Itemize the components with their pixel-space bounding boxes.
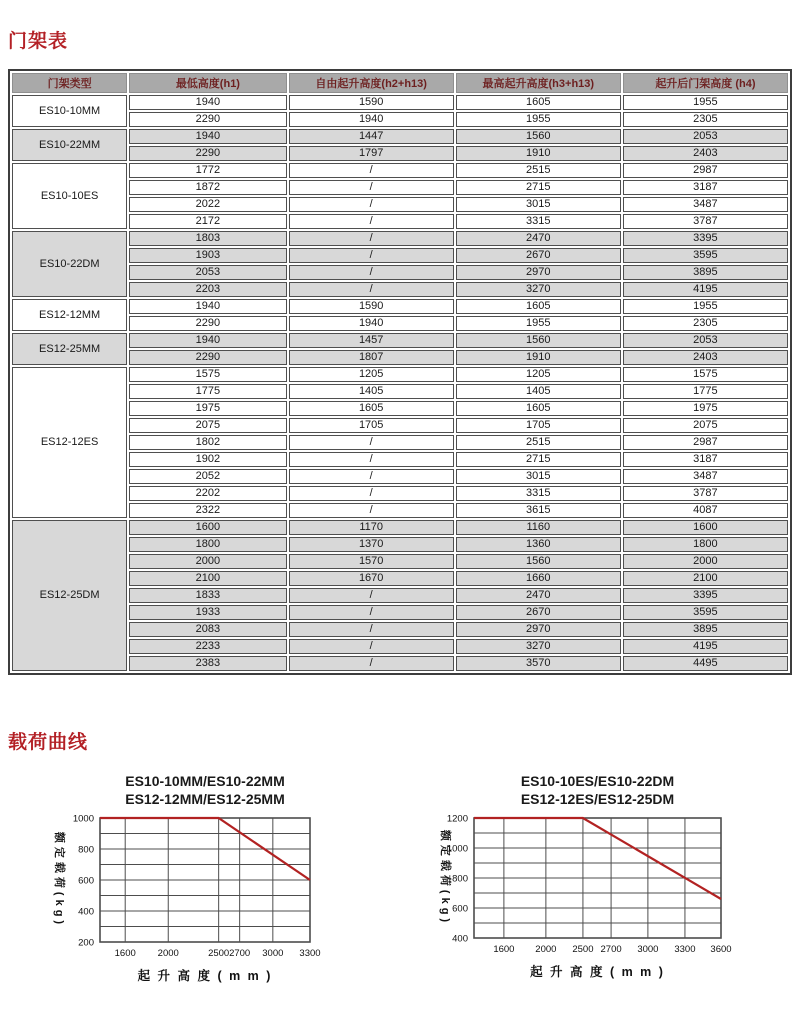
- value-cell: 1940: [289, 316, 454, 331]
- table-row: [12, 639, 788, 654]
- value-cell: 1955: [456, 112, 621, 127]
- value-cell: 1590: [289, 95, 454, 110]
- value-cell: /: [289, 639, 454, 654]
- value-cell: 2470: [456, 588, 621, 603]
- value-cell: 1360: [456, 537, 621, 552]
- value-cell: 1560: [456, 129, 621, 144]
- table-row: [12, 588, 788, 603]
- value-cell: 3395: [623, 231, 788, 246]
- chart-title: [100, 772, 310, 808]
- value-cell: 1670: [289, 571, 454, 586]
- value-cell: 1955: [623, 299, 788, 314]
- value-cell: 3270: [456, 282, 621, 297]
- value-cell: 3015: [456, 197, 621, 212]
- value-cell: 1940: [129, 333, 286, 348]
- value-cell: 2322: [129, 503, 286, 518]
- table-row: [12, 299, 788, 314]
- mast-table: [10, 71, 790, 673]
- value-cell: 1803: [129, 231, 286, 246]
- value-cell: 2100: [623, 571, 788, 586]
- table-row: [12, 163, 788, 178]
- x-tick-label: 2500: [572, 944, 594, 955]
- value-cell: 2987: [623, 435, 788, 450]
- value-cell: 1447: [289, 129, 454, 144]
- value-cell: 3015: [456, 469, 621, 484]
- value-cell: 3187: [623, 180, 788, 195]
- value-cell: 1405: [289, 384, 454, 399]
- value-cell: /: [289, 622, 454, 637]
- value-cell: /: [289, 231, 454, 246]
- value-cell: /: [289, 282, 454, 297]
- table-row: [12, 265, 788, 280]
- value-cell: 2290: [129, 350, 286, 365]
- value-cell: 2515: [456, 163, 621, 178]
- x-tick-label: 3000: [262, 948, 284, 959]
- value-cell: 1800: [129, 537, 286, 552]
- value-cell: 2075: [623, 418, 788, 433]
- chart-title-line: ES12-12MM/ES12-25MM: [125, 791, 285, 807]
- value-cell: 2403: [623, 350, 788, 365]
- x-axis-label: 起 升 高 度 ( m m ): [137, 969, 273, 983]
- value-cell: 2470: [456, 231, 621, 246]
- table-row: [12, 656, 788, 671]
- value-cell: 2075: [129, 418, 286, 433]
- value-cell: 2053: [623, 129, 788, 144]
- value-cell: 1405: [456, 384, 621, 399]
- value-cell: 3787: [623, 486, 788, 501]
- value-cell: 2052: [129, 469, 286, 484]
- value-cell: 3595: [623, 605, 788, 620]
- value-cell: 1807: [289, 350, 454, 365]
- value-cell: 2970: [456, 265, 621, 280]
- value-cell: 1660: [456, 571, 621, 586]
- value-cell: 1570: [289, 554, 454, 569]
- value-cell: 1775: [623, 384, 788, 399]
- y-axis-label: 额定载荷(kg): [439, 829, 451, 927]
- value-cell: 1160: [456, 520, 621, 535]
- value-cell: 1955: [623, 95, 788, 110]
- mast-model-cell: ES10-22DM: [12, 231, 127, 297]
- value-cell: 2515: [456, 435, 621, 450]
- load-curve-charts: [8, 772, 792, 991]
- value-cell: 3895: [623, 265, 788, 280]
- mast-table-body: [12, 95, 788, 671]
- table-row: [12, 469, 788, 484]
- value-cell: 2172: [129, 214, 286, 229]
- value-cell: /: [289, 656, 454, 671]
- value-cell: 1605: [456, 299, 621, 314]
- value-cell: 2083: [129, 622, 286, 637]
- y-tick-label: 1000: [72, 813, 94, 825]
- x-tick-label: 2000: [157, 948, 179, 959]
- table-row: [12, 622, 788, 637]
- value-cell: 2053: [129, 265, 286, 280]
- value-cell: /: [289, 469, 454, 484]
- value-cell: 3187: [623, 452, 788, 467]
- table-row: [12, 537, 788, 552]
- mast-model-cell: ES10-10MM: [12, 95, 127, 127]
- table-row: [12, 367, 788, 382]
- mast-model-cell: ES12-25DM: [12, 520, 127, 671]
- value-cell: 2053: [623, 333, 788, 348]
- value-cell: 1205: [289, 367, 454, 382]
- table-row: [12, 401, 788, 416]
- value-cell: 1560: [456, 333, 621, 348]
- value-cell: 1802: [129, 435, 286, 450]
- x-tick-label: 1600: [114, 948, 136, 959]
- x-tick-label: 3300: [299, 948, 321, 959]
- value-cell: 4195: [623, 282, 788, 297]
- table-row: [12, 231, 788, 246]
- value-cell: 2715: [456, 180, 621, 195]
- x-tick-label: 3300: [674, 944, 696, 955]
- value-cell: 2403: [623, 146, 788, 161]
- x-tick-label: 2700: [229, 948, 251, 959]
- value-cell: 2000: [129, 554, 286, 569]
- table-row: [12, 129, 788, 144]
- value-cell: /: [289, 588, 454, 603]
- value-cell: 3487: [623, 469, 788, 484]
- value-cell: 2290: [129, 112, 286, 127]
- value-cell: 3787: [623, 214, 788, 229]
- section-title-load-curves: 载荷曲线: [8, 732, 89, 753]
- value-cell: 1955: [456, 316, 621, 331]
- value-cell: 1457: [289, 333, 454, 348]
- value-cell: /: [289, 180, 454, 195]
- value-cell: 2290: [129, 316, 286, 331]
- load-curve-svg: [426, 812, 737, 982]
- value-cell: 4087: [623, 503, 788, 518]
- table-row: [12, 452, 788, 467]
- table-row: [12, 197, 788, 212]
- value-cell: /: [289, 435, 454, 450]
- value-cell: 1575: [129, 367, 286, 382]
- value-cell: 1940: [129, 299, 286, 314]
- value-cell: 1705: [289, 418, 454, 433]
- value-cell: 1600: [129, 520, 286, 535]
- value-cell: 1772: [129, 163, 286, 178]
- table-row: [12, 418, 788, 433]
- load-curve-line: [474, 818, 721, 899]
- column-header: 最高起升高度(h3+h13): [456, 73, 621, 93]
- value-cell: 2100: [129, 571, 286, 586]
- value-cell: 1940: [129, 95, 286, 110]
- table-row: [12, 248, 788, 263]
- x-tick-label: 3600: [710, 944, 732, 955]
- table-row: [12, 146, 788, 161]
- value-cell: 2000: [623, 554, 788, 569]
- value-cell: 2305: [623, 316, 788, 331]
- value-cell: 1833: [129, 588, 286, 603]
- value-cell: 1933: [129, 605, 286, 620]
- table-row: [12, 180, 788, 195]
- value-cell: 3595: [623, 248, 788, 263]
- value-cell: 1902: [129, 452, 286, 467]
- table-row: [12, 95, 788, 110]
- value-cell: 3315: [456, 214, 621, 229]
- chart-title-line: ES12-12ES/ES12-25DM: [520, 791, 675, 807]
- value-cell: 2670: [456, 248, 621, 263]
- value-cell: /: [289, 214, 454, 229]
- table-row: [12, 571, 788, 586]
- value-cell: 1940: [289, 112, 454, 127]
- value-cell: 2290: [129, 146, 286, 161]
- mast-model-cell: ES10-10ES: [12, 163, 127, 229]
- mast-model-cell: ES10-22MM: [12, 129, 127, 161]
- column-header: 门架类型: [12, 73, 127, 93]
- value-cell: 1170: [289, 520, 454, 535]
- y-tick-label: 200: [78, 937, 94, 949]
- value-cell: 3570: [456, 656, 621, 671]
- chart-block-mm-models: [40, 772, 326, 991]
- chart-title-line: ES10-10MM/ES10-22MM: [125, 773, 285, 789]
- column-header: 起升后门架高度 (h4): [623, 73, 788, 93]
- value-cell: 1590: [289, 299, 454, 314]
- value-cell: 2987: [623, 163, 788, 178]
- value-cell: 2022: [129, 197, 286, 212]
- mast-model-cell: ES12-12ES: [12, 367, 127, 518]
- column-header: 最低高度(h1): [129, 73, 286, 93]
- table-row: [12, 605, 788, 620]
- value-cell: 2233: [129, 639, 286, 654]
- value-cell: 3615: [456, 503, 621, 518]
- value-cell: 1910: [456, 146, 621, 161]
- chart-title-line: ES10-10ES/ES10-22DM: [520, 773, 675, 789]
- value-cell: 1800: [623, 537, 788, 552]
- value-cell: /: [289, 503, 454, 518]
- value-cell: 3395: [623, 588, 788, 603]
- x-tick-label: 1600: [493, 944, 515, 955]
- column-header: 自由起升高度(h2+h13): [289, 73, 454, 93]
- value-cell: 1975: [623, 401, 788, 416]
- value-cell: 1605: [456, 401, 621, 416]
- y-tick-label: 800: [78, 844, 94, 856]
- value-cell: /: [289, 452, 454, 467]
- x-tick-label: 3000: [637, 944, 659, 955]
- table-row: [12, 350, 788, 365]
- value-cell: 1205: [456, 367, 621, 382]
- value-cell: 1575: [623, 367, 788, 382]
- mast-table-header: [12, 73, 788, 93]
- value-cell: /: [289, 605, 454, 620]
- y-tick-label: 1200: [446, 813, 468, 825]
- value-cell: 2305: [623, 112, 788, 127]
- value-cell: 1872: [129, 180, 286, 195]
- value-cell: 1940: [129, 129, 286, 144]
- value-cell: 4495: [623, 656, 788, 671]
- value-cell: /: [289, 163, 454, 178]
- table-row: [12, 384, 788, 399]
- value-cell: 1975: [129, 401, 286, 416]
- value-cell: 3315: [456, 486, 621, 501]
- y-tick-label: 600: [78, 875, 94, 887]
- table-row: [12, 282, 788, 297]
- value-cell: 3487: [623, 197, 788, 212]
- value-cell: 2383: [129, 656, 286, 671]
- value-cell: 1775: [129, 384, 286, 399]
- x-tick-label: 2500: [208, 948, 230, 959]
- y-axis-label: 额定载荷(kg): [53, 831, 65, 929]
- value-cell: 1903: [129, 248, 286, 263]
- table-row: [12, 316, 788, 331]
- value-cell: 1705: [456, 418, 621, 433]
- value-cell: /: [289, 486, 454, 501]
- x-axis-label: 起 升 高 度 ( m m ): [530, 965, 665, 979]
- mast-model-cell: ES12-25MM: [12, 333, 127, 365]
- table-row: [12, 554, 788, 569]
- value-cell: 1600: [623, 520, 788, 535]
- y-tick-label: 400: [78, 906, 94, 918]
- value-cell: 2203: [129, 282, 286, 297]
- table-row: [12, 214, 788, 229]
- load-curve-chart: [426, 812, 737, 987]
- value-cell: 1605: [456, 95, 621, 110]
- chart-block-es-dm-models: [426, 772, 737, 991]
- y-tick-label: 800: [452, 873, 468, 885]
- table-row: [12, 112, 788, 127]
- value-cell: 3270: [456, 639, 621, 654]
- table-row: [12, 503, 788, 518]
- value-cell: 1910: [456, 350, 621, 365]
- x-tick-label: 2000: [535, 944, 557, 955]
- page-title: 门架表: [8, 31, 69, 52]
- y-tick-label: 400: [452, 933, 468, 945]
- table-row: [12, 486, 788, 501]
- value-cell: 4195: [623, 639, 788, 654]
- value-cell: 1370: [289, 537, 454, 552]
- chart-title: [474, 772, 721, 808]
- value-cell: 1560: [456, 554, 621, 569]
- y-tick-label: 1000: [446, 843, 468, 855]
- table-row: [12, 435, 788, 450]
- value-cell: 2202: [129, 486, 286, 501]
- mast-table-wrapper: [8, 69, 792, 675]
- value-cell: 1605: [289, 401, 454, 416]
- table-row: [12, 520, 788, 535]
- value-cell: 2670: [456, 605, 621, 620]
- value-cell: /: [289, 265, 454, 280]
- value-cell: 2970: [456, 622, 621, 637]
- load-curve-chart: [40, 812, 326, 991]
- value-cell: 3895: [623, 622, 788, 637]
- mast-model-cell: ES12-12MM: [12, 299, 127, 331]
- value-cell: /: [289, 197, 454, 212]
- x-tick-label: 2700: [600, 944, 622, 955]
- y-tick-label: 600: [452, 903, 468, 915]
- value-cell: /: [289, 248, 454, 263]
- value-cell: 2715: [456, 452, 621, 467]
- value-cell: 1797: [289, 146, 454, 161]
- table-row: [12, 333, 788, 348]
- load-curve-svg: [40, 812, 326, 986]
